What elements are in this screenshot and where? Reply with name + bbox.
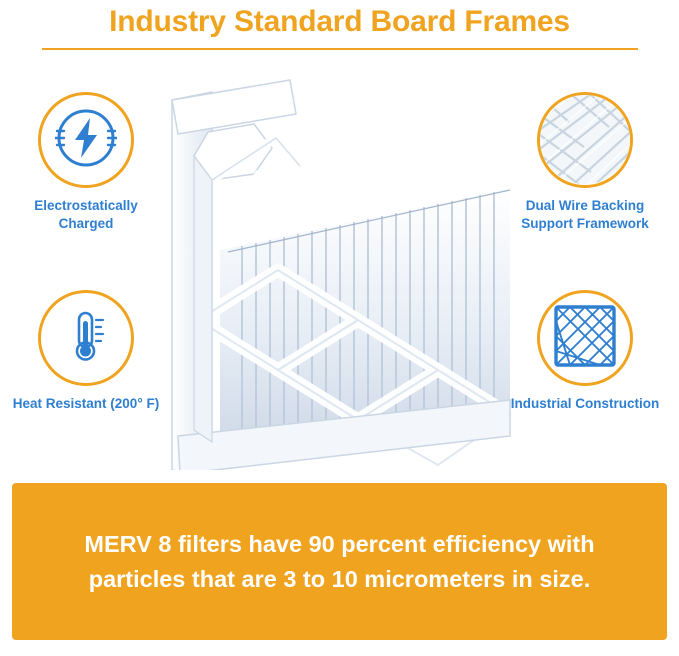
banner-text: MERV 8 filters have 90 percent efficiency with particles that are 3 to 10 micrometers in size. (84, 530, 595, 592)
grid-frame-icon (552, 303, 618, 374)
badge-circle (537, 92, 633, 188)
title-divider (42, 48, 638, 50)
wire-mesh-icon (539, 92, 631, 188)
page-title: Industry Standard Board Frames (109, 5, 570, 38)
feature-label: Industrial Construction (510, 396, 660, 411)
feature-label: Electrostatically Charged (34, 198, 138, 231)
badge-circle (537, 290, 633, 386)
feature-label: Heat Resistant (200° F) (12, 396, 160, 411)
merv-info-banner (12, 483, 667, 640)
product-illustration (150, 70, 530, 470)
feature-label: Dual Wire Backing Support Framework (521, 198, 649, 231)
badge-circle (38, 290, 134, 386)
feature-electrostatically-charged (6, 92, 166, 233)
feature-heat-resistant (6, 290, 166, 413)
badge-circle (38, 92, 134, 188)
lightning-bolt-icon (55, 107, 117, 174)
thermometer-icon (55, 305, 117, 372)
